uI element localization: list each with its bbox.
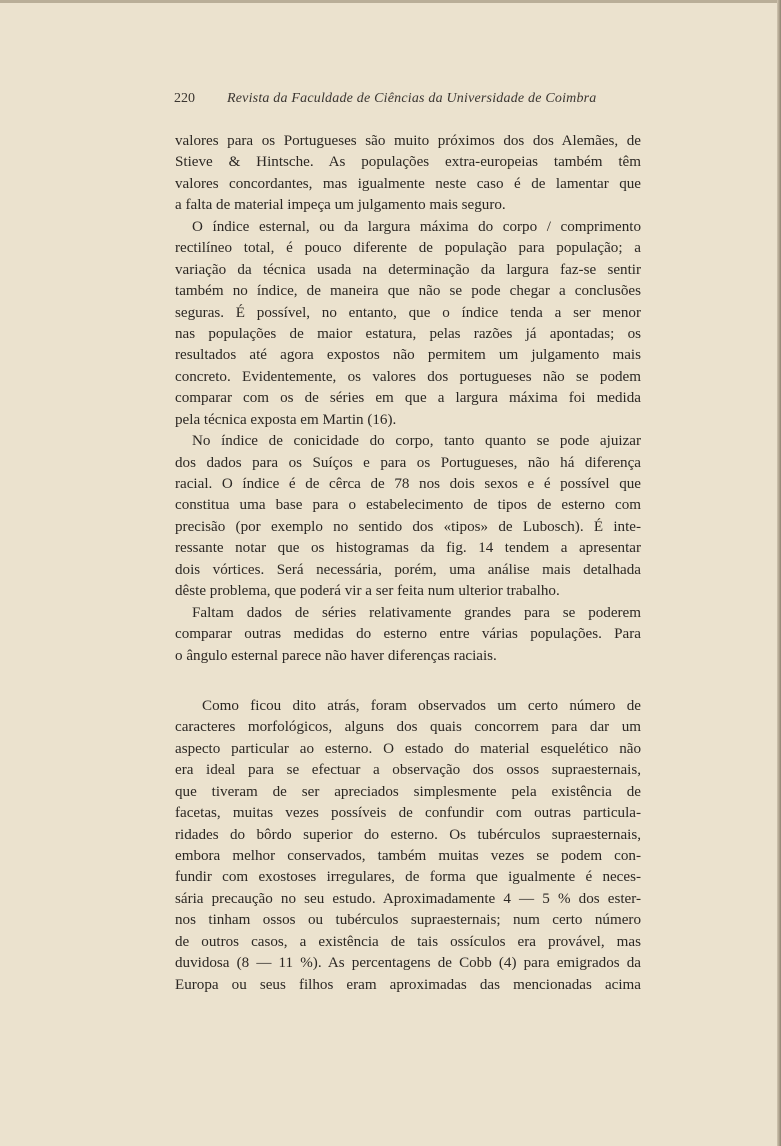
- page-number: 220: [174, 91, 195, 106]
- text-line: que tiveram de ser apreciados simplesmente pela existência de: [175, 783, 641, 800]
- text-line: variação da técnica usada na determinação da largura faz-se sentir: [175, 261, 641, 278]
- text-line: fundir com exostoses irregulares, de forma que igualmente é neces-: [175, 869, 641, 886]
- text-line: nos tinham ossos ou tubérculos supraesternais; num certo número: [175, 912, 641, 929]
- body-text: [175, 131, 641, 996]
- text-line: pela técnica exposta em Martin (16).: [175, 411, 397, 428]
- text-line: duvidosa (8 — 11 %). As percentagens de Cobb (4) para emigrados da: [175, 955, 641, 972]
- text-line: Como ficou dito atrás, foram observados um certo número de: [202, 697, 641, 714]
- text-line: nas populações de maior estatura, pelas razões já apontadas; os: [175, 325, 641, 342]
- text-line: de outros casos, a existência de tais ossículos era provável, mas: [175, 933, 641, 950]
- text-line: Europa ou seus filhos eram aproximadas das mencionadas acima: [175, 976, 641, 993]
- section-gap: [175, 667, 641, 696]
- text-line: caracteres morfológicos, alguns dos quais concorrem para dar um: [175, 719, 641, 736]
- text-line: racial. O índice é de cêrca de 78 nos dois sexos e é possível que: [175, 476, 641, 492]
- text-line: Faltam dados de séries relativamente grandes para se poderem: [192, 604, 641, 621]
- text-line: aspecto particular ao esterno. O estado do material esquelético não: [175, 740, 641, 757]
- text-line: concreto. Evidentemente, os valores dos portugueses não se podem: [175, 368, 641, 385]
- paragraph-3: [175, 431, 641, 603]
- text-line: comparar com os de séries em que a largura máxima foi medida: [175, 390, 641, 407]
- text-line: precisão (por exemplo no sentido dos «tipos» de Lubosch). É inte-: [175, 518, 641, 535]
- text-line: sária precaução no seu estudo. Aproximadamente 4 — 5 % dos ester-: [175, 890, 641, 907]
- text-line: a falta de material impeça um julgamento mais seguro.: [175, 197, 506, 214]
- page-right-edge: [777, 0, 781, 1146]
- text-line: O índice esternal, ou da largura máxima do corpo / comprimento: [192, 218, 641, 235]
- page-header: [174, 91, 629, 113]
- text-line: dos dados para os Suíços e para os Portugueses, não há diferença: [175, 454, 641, 471]
- paragraph-2: [175, 217, 641, 431]
- text-line: seguras. É possível, no entanto, que o índice tenda a ser menor: [175, 304, 641, 321]
- text-line: No índice de conicidade do corpo, tanto quanto se pode ajuizar: [192, 433, 641, 450]
- paragraph-4: [175, 603, 641, 667]
- page-top-edge: [0, 0, 781, 3]
- text-line: também no índice, de maneira que não se pode chegar a conclusões: [175, 283, 641, 300]
- paragraph-5: [175, 696, 641, 996]
- text-line: constitua uma base para o estabelecimento de tipos de esterno com: [175, 497, 641, 514]
- text-line: embora melhor conservados, também muitas vezes se podem con-: [175, 848, 641, 864]
- text-line: rectilíneo total, é pouco diferente de população para população; a: [175, 240, 641, 257]
- running-title: Revista da Faculdade de Ciências da Universidade de Coimbra: [227, 91, 597, 106]
- text-line: resultados até agora expostos não permitem um julgamento mais: [175, 347, 641, 364]
- text-line: Stieve & Hintsche. As populações extra-europeias também têm: [175, 154, 641, 171]
- text-line: valores concordantes, mas igualmente neste caso é de lamentar que: [175, 175, 641, 192]
- text-line: o ângulo esternal parece não haver diferenças raciais.: [175, 647, 497, 664]
- text-line: ressante notar que os histogramas da fig. 14 tendem a apresentar: [175, 540, 641, 557]
- text-line: valores para os Portugueses são muito próximos dos dos Alemães, de: [175, 133, 641, 149]
- text-line: dêste problema, que poderá vir a ser feita num ulterior trabalho.: [175, 583, 560, 600]
- paragraph-1: [175, 131, 641, 217]
- text-line: comparar outras medidas do esterno entre várias populações. Para: [175, 626, 641, 643]
- text-line: era ideal para se efectuar a observação dos ossos supraesternais,: [175, 762, 641, 779]
- text-line: dois vórtices. Será necessária, porém, uma análise mais detalhada: [175, 561, 641, 578]
- text-line: ridades do bôrdo superior do esterno. Os tubérculos supraesternais,: [175, 826, 641, 843]
- text-line: facetas, muitas vezes possíveis de confundir com outras particula-: [175, 805, 641, 822]
